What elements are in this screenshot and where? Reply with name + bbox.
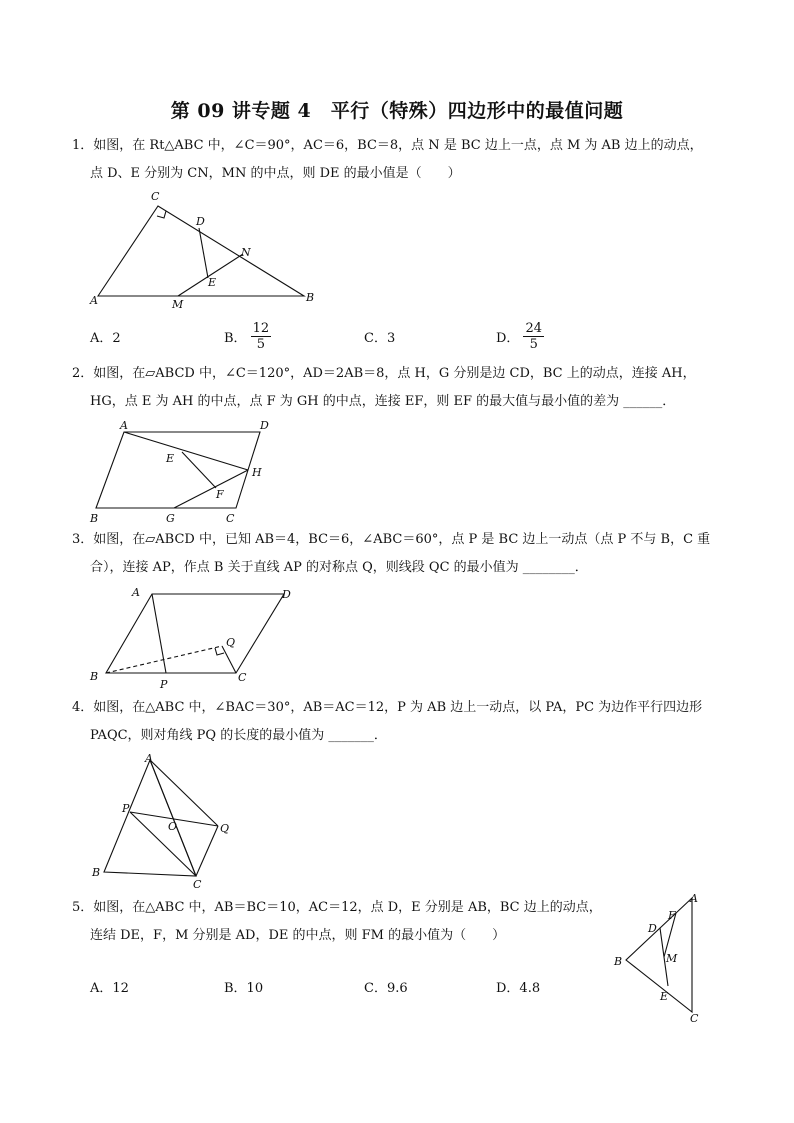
question-3-line-1: 3．如图，在▱ABCD 中，已知 AB＝4，BC＝6，∠ABC＝60°，点 P 是 BC 边上一动点（点 P 不与 B，C 重 <box>72 532 711 547</box>
segment-aq <box>150 760 218 826</box>
page-title: 第 09 讲专题 4 平行（特殊）四边形中的最值问题 <box>170 100 624 122</box>
label-p: P <box>160 678 168 691</box>
question-3-line-2: 合），连接 AP，作点 B 关于直线 AP 的对称点 Q，则线段 QC 的最小值为 ________． <box>90 560 588 575</box>
question-4-line-1: 4．如图，在△ABC 中，∠BAC＝30°，AB＝AC＝12，P 为 AB 边上一动点，以 PA，PC 为边作平行四边形 <box>72 700 703 715</box>
question-1-figure <box>80 188 330 313</box>
q1-option-a[interactable] <box>90 318 121 354</box>
question-4-line-2: PAQC，则对角线 PQ 的长度的最小值为 _______． <box>90 728 387 743</box>
label-d: D <box>196 215 205 228</box>
q5-option-c-label: C．9.6 <box>364 980 408 996</box>
q1-option-b-fraction <box>251 321 272 352</box>
q1-option-d-label: D． <box>496 330 520 346</box>
label-e: E <box>660 990 669 1003</box>
label-c: C <box>238 671 247 684</box>
question-5-options <box>90 968 650 1004</box>
label-f: F <box>216 488 224 501</box>
question-5-line-2: 连结 DE，F，M 分别是 AD，DE 的中点，则 FM 的最小值为（ ） <box>90 928 506 943</box>
segment-qc <box>196 826 218 876</box>
question-1-line-2: 点 D、E 分别为 CN，MN 的中点，则 DE 的最小值是（ ） <box>90 166 461 181</box>
question-2-text <box>72 360 722 416</box>
question-2-line-2: HG，点 E 为 AH 的中点，点 F 为 GH 的中点，连接 EF，则 EF 的最大值与最小值的差为 ______． <box>90 394 676 409</box>
q5-option-b[interactable] <box>224 968 263 1004</box>
segment-ef <box>182 452 216 488</box>
segment-mn <box>178 254 243 296</box>
segment-qc <box>222 646 236 673</box>
label-q: Q <box>226 636 236 649</box>
label-a: A <box>145 752 153 765</box>
label-b: B <box>90 512 99 525</box>
question-4-figure <box>86 752 246 892</box>
label-f: F <box>668 909 676 922</box>
segment-hg <box>174 470 248 508</box>
q5-option-a-label: A．12 <box>90 980 129 996</box>
label-d: D <box>282 588 291 601</box>
label-c: C <box>690 1012 699 1025</box>
label-c: C <box>193 878 202 891</box>
label-c: C <box>226 512 235 525</box>
question-1-line-1: 1．如图，在 Rt△ABC 中，∠C＝90°，AC＝6，BC＝8，点 N 是 BC 边上一点，点 M 为 AB 边上的动点， <box>72 138 703 153</box>
q5-option-a[interactable] <box>90 968 129 1004</box>
q1-option-c-label: C．3 <box>364 330 396 346</box>
parallelogram-abcd <box>106 594 284 673</box>
q1-option-b-denominator: 5 <box>256 336 265 352</box>
segment-pc <box>130 812 196 876</box>
label-e: E <box>166 452 175 465</box>
question-4-text <box>72 694 722 750</box>
q1-option-d[interactable] <box>496 318 544 354</box>
label-h: H <box>252 466 262 479</box>
right-angle-mark <box>215 648 224 655</box>
question-5-line-1: 5．如图，在△ABC 中，AB＝BC＝10，AC＝12，点 D，E 分别是 AB，BC 边上的动点， <box>72 900 602 915</box>
label-q: Q <box>220 822 230 835</box>
label-b: B <box>614 955 623 968</box>
label-o: O <box>168 820 178 833</box>
question-1-text <box>72 132 722 188</box>
label-a: A <box>132 586 140 599</box>
parallelogram-abcd <box>96 432 260 508</box>
label-d: D <box>648 922 657 935</box>
right-angle-mark <box>157 211 166 218</box>
segment-ap <box>152 594 166 673</box>
q1-option-b-label: B． <box>224 330 247 346</box>
label-g: G <box>166 512 175 525</box>
q1-option-c[interactable] <box>364 318 395 354</box>
question-5-text <box>72 894 612 950</box>
label-b: B <box>92 866 101 879</box>
label-e: E <box>208 276 217 289</box>
label-n: N <box>241 246 251 259</box>
q1-option-b[interactable] <box>224 318 271 354</box>
label-a: A <box>690 892 698 905</box>
q5-option-c[interactable] <box>364 968 408 1004</box>
triangle-abc <box>104 760 196 876</box>
label-d: D <box>260 419 269 432</box>
q1-option-a-label: A．2 <box>90 330 121 346</box>
segment-ah <box>124 432 248 470</box>
segment-bq <box>106 646 222 673</box>
question-5-figure <box>610 888 720 1028</box>
question-3-text <box>72 526 722 582</box>
question-3-figure <box>86 584 306 694</box>
q1-option-d-fraction <box>523 321 544 352</box>
question-2-figure <box>86 418 286 528</box>
q5-option-d[interactable] <box>496 968 540 1004</box>
q5-option-d-label: D．4.8 <box>496 980 541 996</box>
label-a: A <box>90 294 98 307</box>
label-b: B <box>90 670 99 683</box>
q5-option-b-label: B．10 <box>224 980 264 996</box>
question-1-options <box>90 318 650 354</box>
label-m: M <box>666 952 678 965</box>
q1-option-d-numerator: 24 <box>525 320 542 336</box>
segment-ac <box>150 760 196 876</box>
label-a: A <box>120 419 128 432</box>
q1-option-d-denominator: 5 <box>529 336 538 352</box>
q1-option-b-numerator: 12 <box>252 320 270 336</box>
label-m: M <box>172 298 184 311</box>
label-b: B <box>306 291 315 304</box>
question-2-line-1: 2．如图，在▱ABCD 中，∠C＝120°，AD＝2AB＝8，点 H，G 分别是边 CD，BC 上的动点，连接 AH， <box>72 366 696 381</box>
label-c: C <box>151 190 160 203</box>
label-p: P <box>122 802 130 815</box>
